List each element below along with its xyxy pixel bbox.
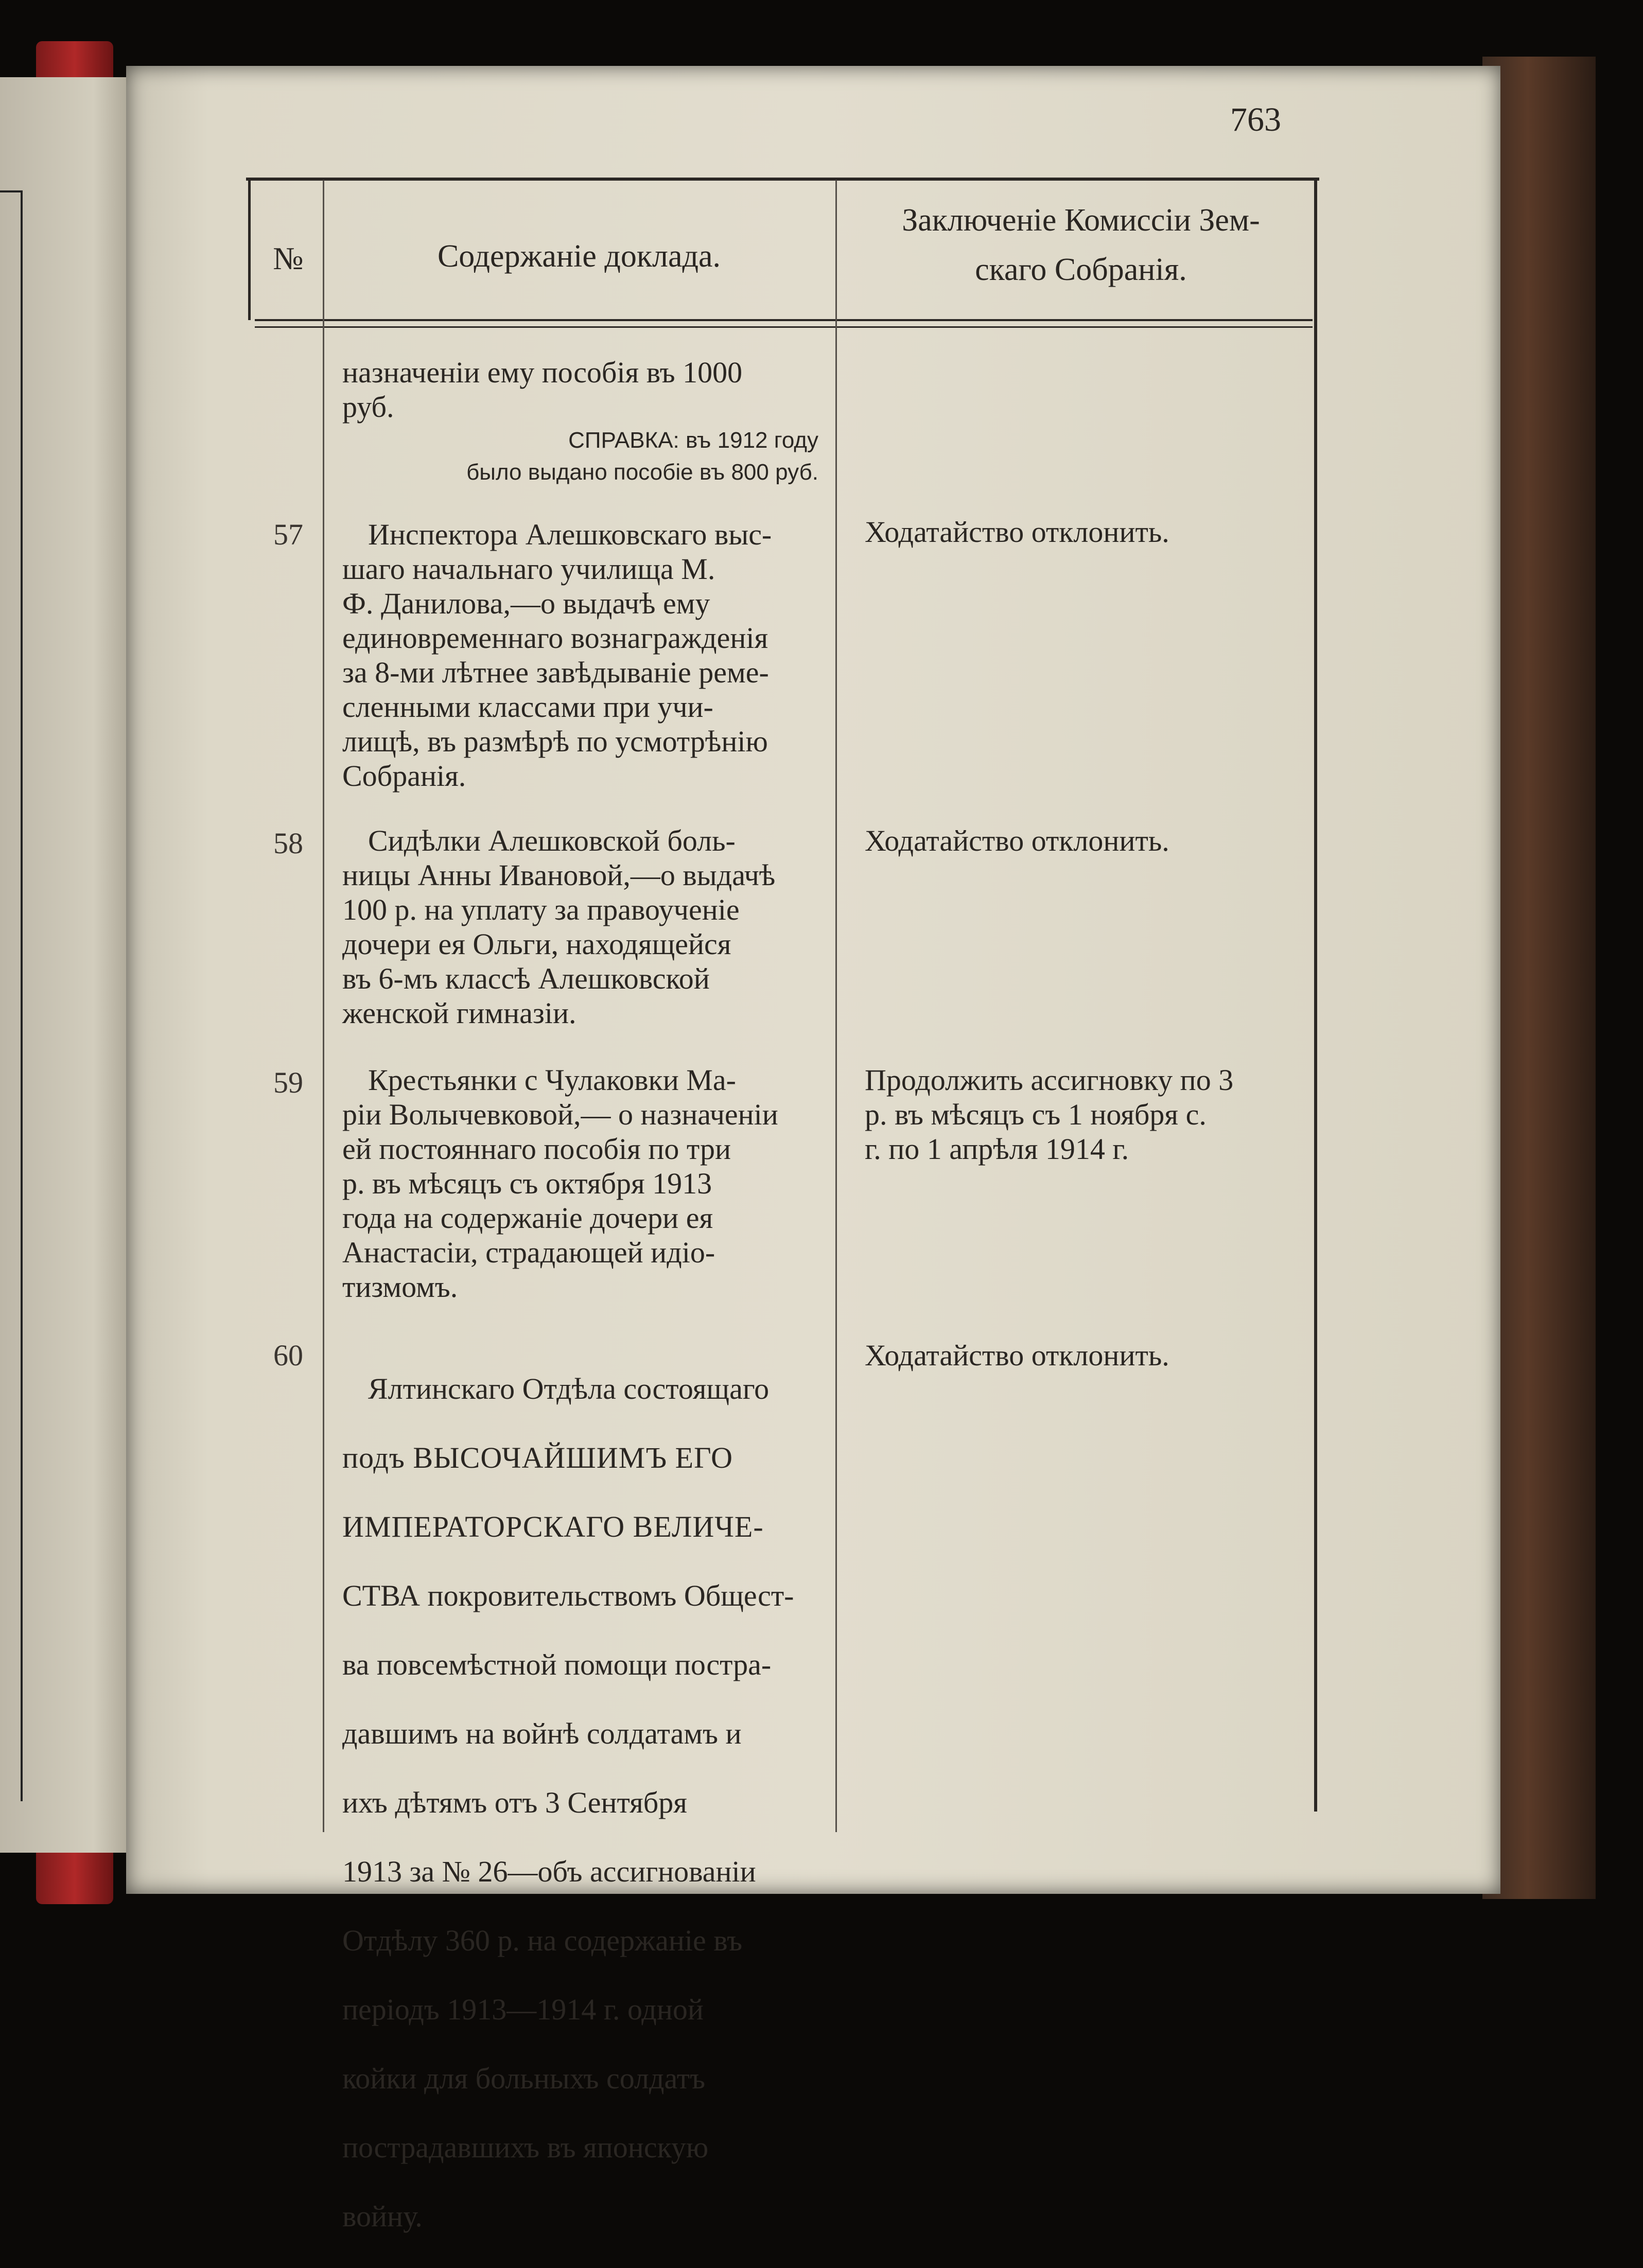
content-line: давшимъ на войнѣ солдатамъ и	[342, 1717, 742, 1750]
column-divider	[323, 180, 324, 1832]
row-number: 59	[273, 1066, 303, 1099]
row-content	[342, 1337, 821, 2268]
content-line: ИМПЕРАТОРСКАГО ВЕЛИЧЕ-	[342, 1510, 764, 1543]
content-line: подъ ВЫСОЧАЙШИМЪ ЕГО	[342, 1441, 733, 1474]
content-line: войну.	[342, 2200, 423, 2233]
header-number: №	[273, 241, 304, 276]
header-conclusion: Заключеніе Комиссіи Зем- скаго Собранія.	[902, 203, 1260, 288]
content-line: пострадавшихъ въ японскую	[342, 2131, 709, 2164]
left-page-edge	[0, 77, 134, 1853]
content-line: 1913 за № 26—объ ассигнованіи	[342, 1855, 756, 1888]
reference-note: СПРАВКА: въ 1912 году было выдано пособіе въ 800 руб.	[466, 428, 818, 485]
row-number: 60	[273, 1339, 303, 1372]
header-rule	[255, 326, 1313, 328]
row-number: 58	[273, 827, 303, 860]
table-left-rule	[248, 180, 251, 320]
header-content: Содержаніе доклада.	[437, 239, 721, 274]
row-content: Крестьянки с Чулаковки Ма- ріи Волычевковой,— о назначеніи ей постояннаго пособія по три р. въ мѣсяцъ съ октября 1913 года на содержаніе дочери ея Анастасіи, страдающей идіо- тизмомъ.	[342, 1063, 778, 1304]
row-conclusion: Ходатайство отклонить.	[865, 515, 1169, 549]
content-line: Ялтинскаго Отдѣла состоящаго	[368, 1372, 770, 1405]
row-conclusion: Ходатайство отклонить.	[865, 824, 1169, 857]
content-line: періодъ 1913—1914 г. одной	[342, 1993, 704, 2026]
page-number: 763	[1230, 101, 1281, 138]
table-top-rule	[246, 178, 1319, 181]
row-conclusion: Ходатайство отклонить.	[865, 1339, 1169, 1372]
row-content: Сидѣлки Алешковской боль- ницы Анны Ивановой,—о выдачѣ 100 р. на уплату за правоученіе дочери ея Ольги, находящейся въ 6-мъ классѣ Алешковской женской гимназіи.	[342, 824, 776, 1030]
header-rule	[255, 319, 1313, 321]
content-line: ва повсемѣстной помощи постра-	[342, 1648, 772, 1681]
content-line: ихъ дѣтямъ отъ 3 Сентября	[342, 1786, 687, 1819]
continuation-text: назначеніи ему пособія въ 1000 руб.	[342, 356, 743, 424]
content-line: койки для больныхъ солдатъ	[342, 2062, 706, 2095]
row-content: Инспектора Алешковскаго выс- шаго начальнаго училища М. Ф. Данилова,—о выдачѣ ему единовременнаго вознагражденія за 8-ми лѣтнее завѣдываніе реме- сленными классами при учи- лищѣ, въ размѣрѣ по усмотрѣнію Собранія.	[342, 518, 772, 793]
table-right-rule	[1314, 180, 1317, 1812]
left-page-rule	[0, 190, 21, 192]
row-conclusion: Продолжить ассигновку по 3 р. въ мѣсяцъ съ 1 ноября с. г. по 1 апрѣля 1914 г.	[865, 1063, 1234, 1166]
content-line: СТВА покровительствомъ Общест-	[342, 1579, 794, 1612]
row-number: 57	[273, 518, 303, 551]
left-page-rule	[21, 190, 23, 1801]
content-line: Отдѣлу 360 р. на содержаніе въ	[342, 1924, 743, 1957]
column-divider	[835, 180, 837, 1832]
